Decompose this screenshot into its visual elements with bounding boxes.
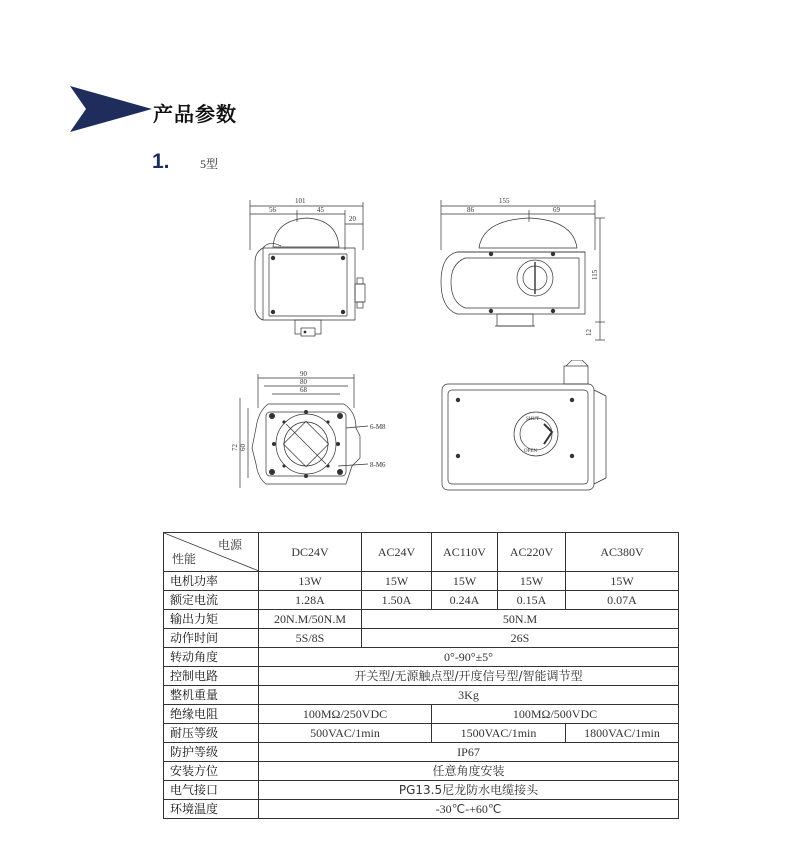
cell-power-ac220v: 15W <box>498 572 566 591</box>
table-row <box>164 743 679 762</box>
table-row <box>164 705 679 724</box>
dim-60: 60 <box>239 444 247 451</box>
cell-power-ac110v: 15W <box>432 572 498 591</box>
table-row <box>164 762 679 781</box>
table-row <box>164 610 679 629</box>
cell-voltage-mid: 1500VAC/1min <box>432 724 566 743</box>
section-number: 1. <box>152 150 170 173</box>
cell-torque-ac: 50N.M <box>362 610 679 629</box>
table-header-row <box>164 533 679 572</box>
cell-power-dc24v: 13W <box>259 572 362 591</box>
dim-68: 68 <box>300 386 307 394</box>
col-ac110v: AC110V <box>432 533 498 572</box>
section-label: 5型 <box>200 157 219 171</box>
cell-current-ac380v: 0.07A <box>566 591 679 610</box>
dial-shut-label: SHUT <box>526 417 540 422</box>
row-label-voltage: 耐压等级 <box>164 724 259 743</box>
header-diagonal-cell <box>164 533 259 572</box>
dim-12: 12 <box>585 329 593 336</box>
callout-8-m6: 8-M6 <box>370 461 386 469</box>
table-row <box>164 686 679 705</box>
cell-protection: IP67 <box>259 743 679 762</box>
table-row <box>164 629 679 648</box>
cell-torque-dc: 20N.M/50N.M <box>259 610 362 629</box>
dim-80: 80 <box>300 378 307 386</box>
row-label-time: 动作时间 <box>164 629 259 648</box>
row-label-control: 控制电路 <box>164 667 259 686</box>
cell-angle: 0°-90°±5° <box>259 648 679 667</box>
cell-temperature: -30℃-+60℃ <box>259 800 679 819</box>
dim-155: 155 <box>499 197 510 205</box>
table-row <box>164 648 679 667</box>
spec-table <box>163 532 679 819</box>
callout-6-m8: 6-M8 <box>370 423 386 431</box>
table-row <box>164 781 679 800</box>
cell-current-ac24v: 1.50A <box>362 591 432 610</box>
bottom-view-drawing <box>228 368 398 498</box>
row-label-insulation: 绝缘电阻 <box>164 705 259 724</box>
col-ac380v: AC380V <box>566 533 679 572</box>
cell-current-ac220v: 0.15A <box>498 591 566 610</box>
row-label-power: 电机功率 <box>164 572 259 591</box>
cell-power-ac380v: 15W <box>566 572 679 591</box>
cell-current-dc24v: 1.28A <box>259 591 362 610</box>
side-view-drawing <box>435 192 610 347</box>
dim-56: 56 <box>269 206 276 214</box>
dial-open-label: OPEN <box>524 449 538 454</box>
row-label-weight: 整机重量 <box>164 686 259 705</box>
cell-time-dc: 5S/8S <box>259 629 362 648</box>
table-row <box>164 800 679 819</box>
cell-power-ac24v: 15W <box>362 572 432 591</box>
col-ac24v: AC24V <box>362 533 432 572</box>
row-label-torque: 输出力矩 <box>164 610 259 629</box>
row-label-angle: 转动角度 <box>164 648 259 667</box>
cell-control: 开关型/无源触点型/开度信号型/智能调节型 <box>259 667 679 686</box>
top-view-drawing <box>440 360 610 495</box>
cell-mounting: 任意角度安装 <box>259 762 679 781</box>
col-ac220v: AC220V <box>498 533 566 572</box>
table-row <box>164 724 679 743</box>
table-row <box>164 667 679 686</box>
row-label-protection: 防护等级 <box>164 743 259 762</box>
dim-69: 69 <box>553 206 560 214</box>
table-row <box>164 591 679 610</box>
cell-insulation-high: 100MΩ/500VDC <box>432 705 679 724</box>
cell-weight: 3Kg <box>259 686 679 705</box>
cell-time-ac: 26S <box>362 629 679 648</box>
cell-connector: PG13.5尼龙防水电缆接头 <box>259 781 679 800</box>
row-label-mounting: 安装方位 <box>164 762 259 781</box>
row-label-connector: 电气接口 <box>164 781 259 800</box>
header-performance-label: 性能 <box>172 552 197 566</box>
cell-voltage-high: 1800VAC/1min <box>566 724 679 743</box>
header-power-label: 电源 <box>217 538 242 552</box>
dim-115: 115 <box>591 269 599 280</box>
dim-101: 101 <box>295 197 306 205</box>
dim-72: 72 <box>231 444 239 451</box>
cell-voltage-low: 500VAC/1min <box>259 724 432 743</box>
row-label-temperature: 环境温度 <box>164 800 259 819</box>
table-row <box>164 572 679 591</box>
front-view-drawing <box>245 192 375 347</box>
page-title: 产品参数 <box>153 102 237 126</box>
title-arrow-icon <box>70 86 152 132</box>
cell-current-ac110v: 0.24A <box>432 591 498 610</box>
dim-90: 90 <box>300 370 307 378</box>
cell-insulation-low: 100MΩ/250VDC <box>259 705 432 724</box>
dim-20: 20 <box>349 215 356 223</box>
dim-86: 86 <box>467 206 474 214</box>
row-label-current: 额定电流 <box>164 591 259 610</box>
dim-45: 45 <box>317 206 324 214</box>
col-dc24v: DC24V <box>259 533 362 572</box>
